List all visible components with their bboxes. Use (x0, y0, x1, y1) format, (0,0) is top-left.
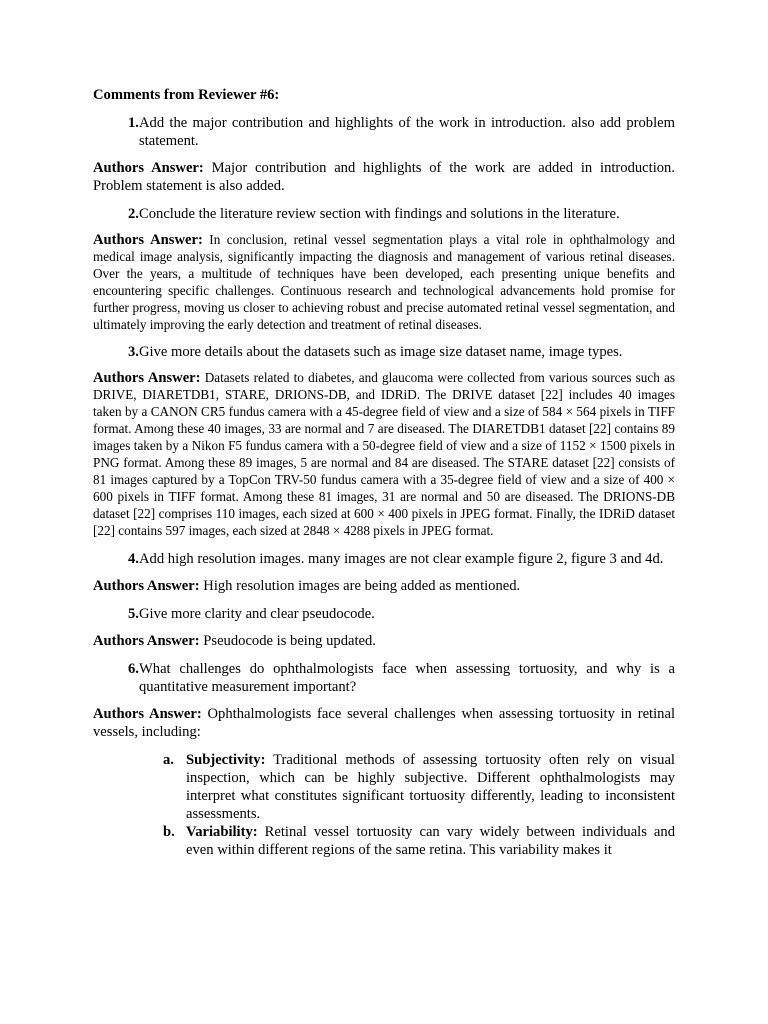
question-text: Give more details about the datasets such as image size dataset name, image types. (139, 344, 623, 361)
question-item (93, 550, 675, 568)
challenge-label: a. (163, 751, 174, 768)
author-answer (93, 577, 675, 595)
challenge-item (163, 823, 675, 859)
question-number: 3. (128, 344, 139, 361)
answer-label: Authors Answer: (93, 705, 202, 722)
author-answer (93, 632, 675, 650)
challenge-title: Variability: (186, 823, 258, 840)
answer-label: Authors Answer: (93, 370, 201, 387)
challenge-text: Retinal vessel tortuosity can vary widely between individuals and even within different regions of the same retina. This variability makes it (186, 823, 676, 858)
reviewer-heading: Comments from Reviewer #6: (93, 87, 280, 103)
answer-label: Authors Answer: (93, 577, 200, 594)
question-text: Give more clarity and clear pseudocode. (139, 605, 375, 622)
challenge-item (163, 751, 675, 823)
answer-text: In conclusion, retinal vessel segmentation plays a vital role in ophthalmology and medical image analysis, significantly impacting the diagnosis and management of various retinal diseases. Over the years, a multitude of techniques have been developed, each presenting unique benefits and encountering specific challenges. Continuous research and technological advancements hold promise for further progress, moving us closer to achieving robust and precise automated retinal vessel segmentation, and ultimately improving the early detection and treatment of retinal diseases. (93, 232, 675, 332)
question-item (93, 114, 675, 150)
answer-label: Authors Answer: (93, 160, 204, 176)
question-number: 1. (128, 115, 139, 131)
author-answer (93, 159, 675, 195)
question-text: What challenges do ophthalmologists face when assessing tortuosity, and why is a quantitative measurement important? (139, 660, 675, 695)
challenge-label: b. (163, 823, 175, 840)
answer-label: Authors Answer: (93, 632, 200, 649)
question-number: 4. (128, 550, 139, 567)
question-item (93, 660, 675, 696)
question-item (93, 605, 675, 623)
question-item (93, 343, 675, 361)
question-item (93, 205, 675, 223)
answer-text: High resolution images are being added as mentioned. (203, 577, 521, 594)
challenge-title: Subjectivity: (186, 751, 266, 768)
question-text: Add high resolution images. many images are not clear example figure 2, figure 3 and 4d. (139, 550, 664, 567)
answer-text: Datasets related to diabetes, and glaucoma were collected from various sources such as DRIVE, DIARETDB1, STARE, DRIONS-DB, and IDRiD. The DRIVE dataset [22] includes 40 images taken by a CANON CR5 fundus camera with a 45-degree field of view and a size of 584 × 564 pixels in TIFF format. Among these 40 images, 33 are normal and 7 are diseased. The DIARETDB1 dataset [22] contains 89 images taken by a Nikon F5 fundus camera with a 50-degree field of view and a size of 1152 × 1500 pixels in PNG format. Among these 89 images, 5 are normal and 84 are diseased. The STARE dataset [22] consists of 81 images captured by a TopCon TRV-50 fundus camera with a 35-degree field of view and a size of 400 × 600 pixels in TIFF format. Among these 81 images, 31 are normal and 50 are diseased. The DRIONS-DB dataset [22] comprises 110 images, each sized at 600 × 400 pixels in JPEG format. Finally, the IDRiD dataset [22] contains 597 images, each sized at 2848 × 4288 pixels in JPEG format. (93, 370, 675, 538)
question-text: Conclude the literature review section with findings and solutions in the literature. (139, 206, 620, 222)
question-number: 2. (128, 206, 139, 222)
answer-text: Pseudocode is being updated. (203, 632, 376, 649)
answer-text: Ophthalmologists face several challenges when assessing tortuosity in retinal vessels, including: (93, 705, 675, 740)
question-text: Add the major contribution and highlights of the work in introduction. also add problem statement. (139, 115, 675, 149)
challenge-list (93, 751, 675, 859)
answer-text: Major contribution and highlights of the work are added in introduction. Problem statement is also added. (93, 160, 676, 194)
author-answer (93, 705, 675, 741)
author-answer (93, 370, 675, 539)
challenge-text: Traditional methods of assessing tortuosity often rely on visual inspection, which can be highly subjective. Different ophthalmologists may interpret what constitutes significant tortuosity differently, leading to inconsistent assessments. (186, 751, 675, 822)
question-number: 5. (128, 605, 139, 622)
author-answer (93, 232, 675, 333)
answer-label: Authors Answer: (93, 232, 203, 248)
question-number: 6. (128, 660, 139, 677)
document-page (93, 86, 675, 859)
